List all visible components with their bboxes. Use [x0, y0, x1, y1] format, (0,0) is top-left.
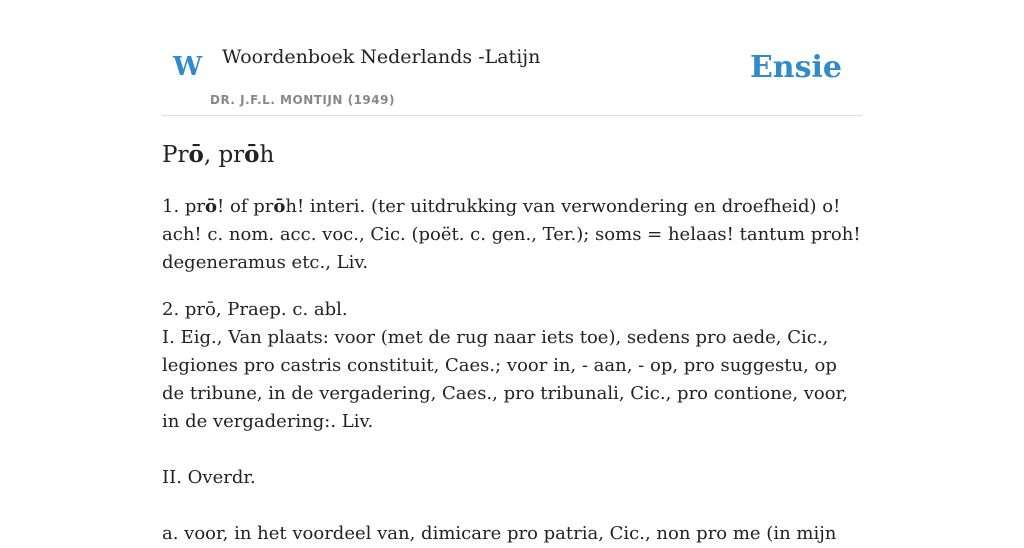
title-text: Pr [162, 142, 189, 168]
sense1-text: ! of pr [217, 196, 274, 217]
entry-title [162, 140, 862, 170]
sense1-text: 1. pr [162, 196, 206, 217]
sense1-text: h! interi. (ter uitdrukking van verwondering en droefheid) o! ach! c. nom. acc. voc., Cic. (poët. c. gen., Ter.); soms = helaas! tantum proh! degeneramus etc., Liv. [162, 196, 861, 273]
title-macron: ō [188, 141, 204, 168]
sense1-macron: ō [273, 196, 286, 217]
ensie-brand-logo[interactable]: Ensie [749, 50, 842, 85]
definition-sense-2 [162, 296, 862, 548]
title-macron: ō [244, 141, 260, 168]
title-text: , pr [203, 142, 245, 168]
sense2-figurative-heading: II. Overdr. [162, 467, 256, 488]
sense1-macron: ō [205, 196, 218, 217]
sense2-figurative-a: a. voor, in het voordeel van, dimicare pro patria, Cic., non pro me (in mijn [162, 523, 837, 544]
dictionary-author: DR. J.F.L. MONTIJN (1949) [210, 93, 395, 107]
sense2-literal: I. Eig., Van plaats: voor (met de rug naar iets toe), sedens pro aede, Cic., legiones pro castris constituit, Caes.; voor in, - aan, - op, pro suggestu, op de tribune, in de vergadering, Caes., pro tribunali, Cic., pro contione, voor, in de vergadering:. Liv. [162, 327, 848, 432]
definition-sense-1 [162, 193, 862, 277]
title-text: h [259, 142, 275, 168]
sense2-heading: 2. prō, Praep. c. abl. [162, 299, 348, 320]
dictionary-header [162, 0, 862, 116]
page [162, 0, 862, 548]
dictionary-title-link[interactable]: Woordenboek Nederlands -Latijn [222, 46, 541, 68]
dictionary-logo[interactable]: W [173, 52, 203, 82]
